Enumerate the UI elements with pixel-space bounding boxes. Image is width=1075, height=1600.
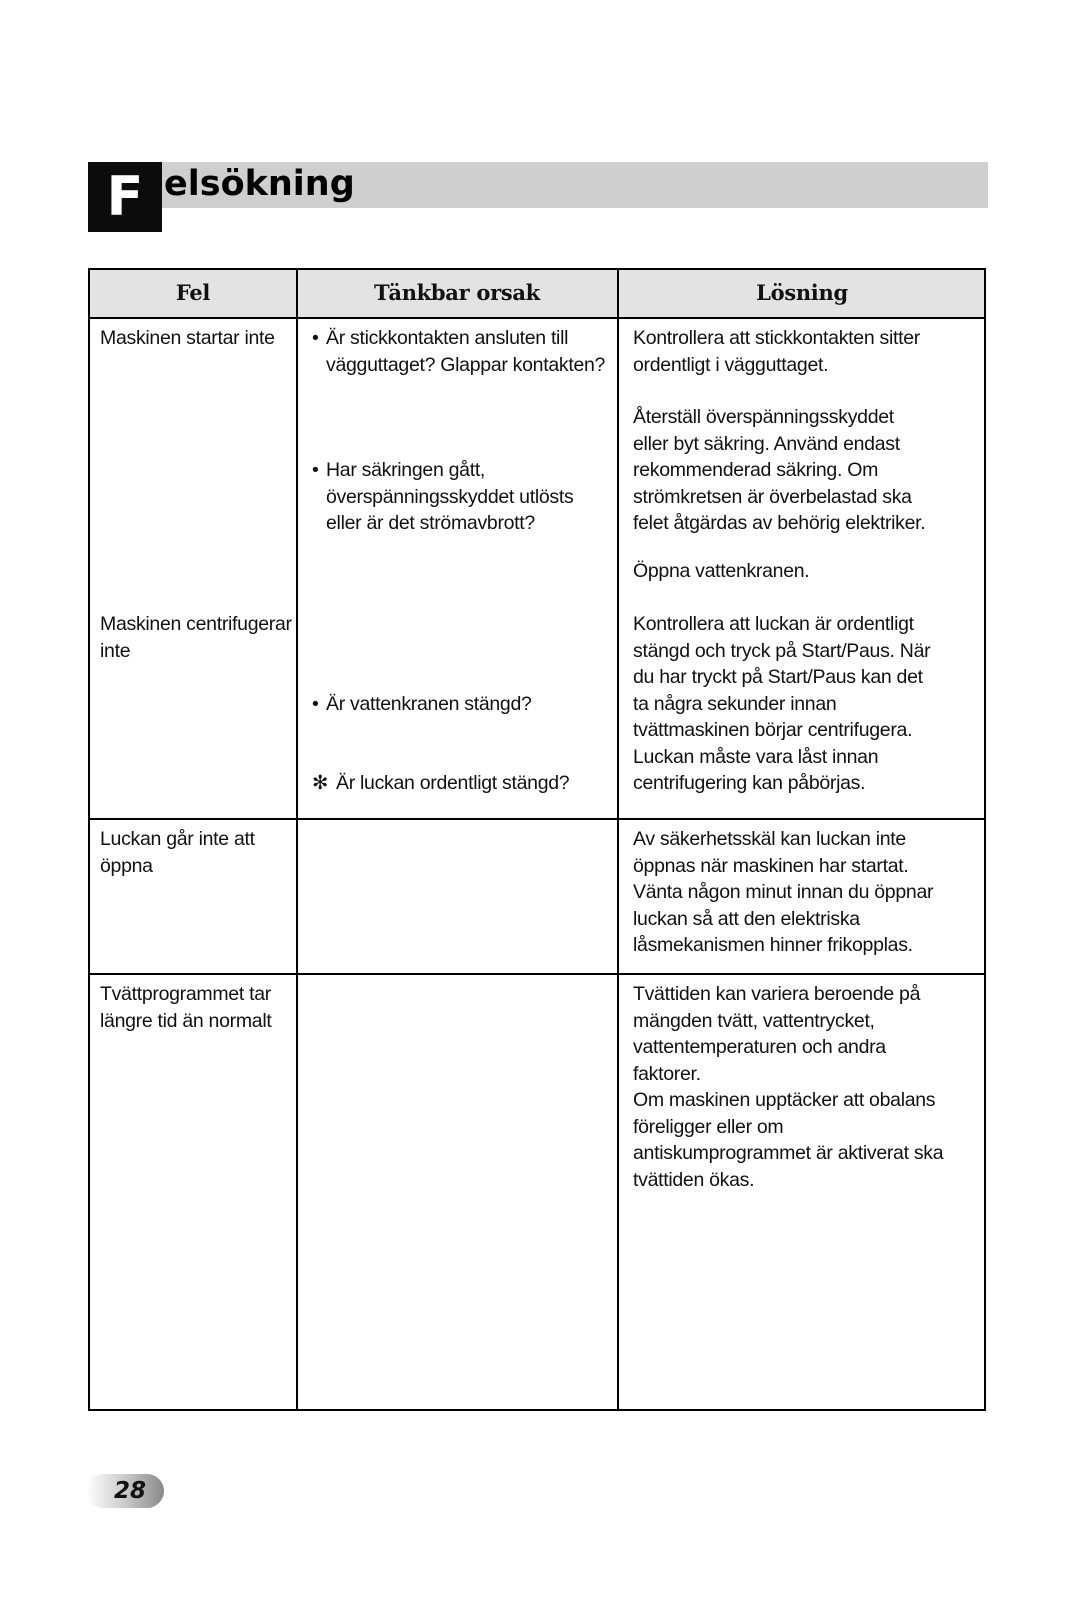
- orsak-item: [312, 325, 611, 378]
- fel-cell: Maskinen startar inte: [100, 327, 275, 349]
- orsak-item: [312, 457, 611, 537]
- losning-text: Av säkerhetsskäl kan luckan inte öppnas när maskinen har startat. Vänta någon minut innan du öppnar luckan så att den elektriska låsmekanismen hinner frikopplas.: [633, 828, 934, 956]
- orsak-text: Har säkringen gått, överspänningsskyddet utlösts eller är det strömavbrott?: [326, 459, 574, 534]
- header-losning: Lösning: [756, 280, 848, 305]
- row-divider: [90, 973, 984, 975]
- fel-cell: Luckan går inte att öppna: [100, 828, 255, 877]
- orsak-item: [312, 770, 626, 797]
- fel-cell: Maskinen centrifugerar inte: [100, 613, 292, 662]
- orsak-item: [312, 691, 611, 718]
- title-initial-letter: F: [88, 162, 162, 232]
- losning-text: Öppna vattenkranen.: [633, 560, 810, 582]
- orsak-text: Är vattenkranen stängd?: [326, 692, 532, 715]
- bullet-marker: •: [312, 459, 319, 481]
- page-number: 28: [114, 1478, 147, 1504]
- page-number-badge: [86, 1470, 164, 1510]
- losning-text: Kontrollera att stickkontakten sitter ordentligt i vägguttaget.: [633, 327, 920, 376]
- asterisk-marker: ✻: [312, 772, 329, 794]
- troubleshooting-table: [88, 268, 986, 1411]
- column-divider: [617, 270, 619, 1409]
- bullet-marker: •: [312, 692, 319, 715]
- losning-text: Om maskinen upptäcker att obalans föreligger eller om antiskumprogrammet är aktiverat ska tvättiden ökas.: [633, 1089, 944, 1191]
- header-fel: Fel: [175, 280, 211, 305]
- losning-text: Återställ överspänningsskyddet eller byt säkring. Använd endast rekommenderad säkring. Om strömkretsen är överbelastad ska felet åtgärdas av behörig elektriker.: [633, 406, 926, 534]
- page-title: elsökning: [164, 164, 355, 204]
- row-divider: [90, 818, 984, 820]
- bullet-marker: •: [312, 327, 319, 349]
- losning-text: Tvättiden kan variera beroende på mängden tvätt, vattentrycket, vattentemperaturen och andra faktorer.: [633, 983, 921, 1085]
- column-divider: [296, 270, 298, 1409]
- losning-text: Kontrollera att luckan är ordentligt stängd och tryck på Start/Paus. När du har tryckt på Start/Paus kan det ta några sekunder innan tvättmaskinen börjar centrifugera. Luckan måste vara låst innan centrifugering kan påbörjas.: [633, 613, 931, 794]
- orsak-text: Är stickkontakten ansluten till vägguttaget? Glappar kontakten?: [326, 327, 606, 376]
- fel-cell: Tvättprogrammet tar längre tid än normalt: [100, 983, 272, 1032]
- orsak-text: Är luckan ordentligt stängd?: [336, 772, 570, 794]
- header-orsak: Tänkbar orsak: [374, 280, 540, 305]
